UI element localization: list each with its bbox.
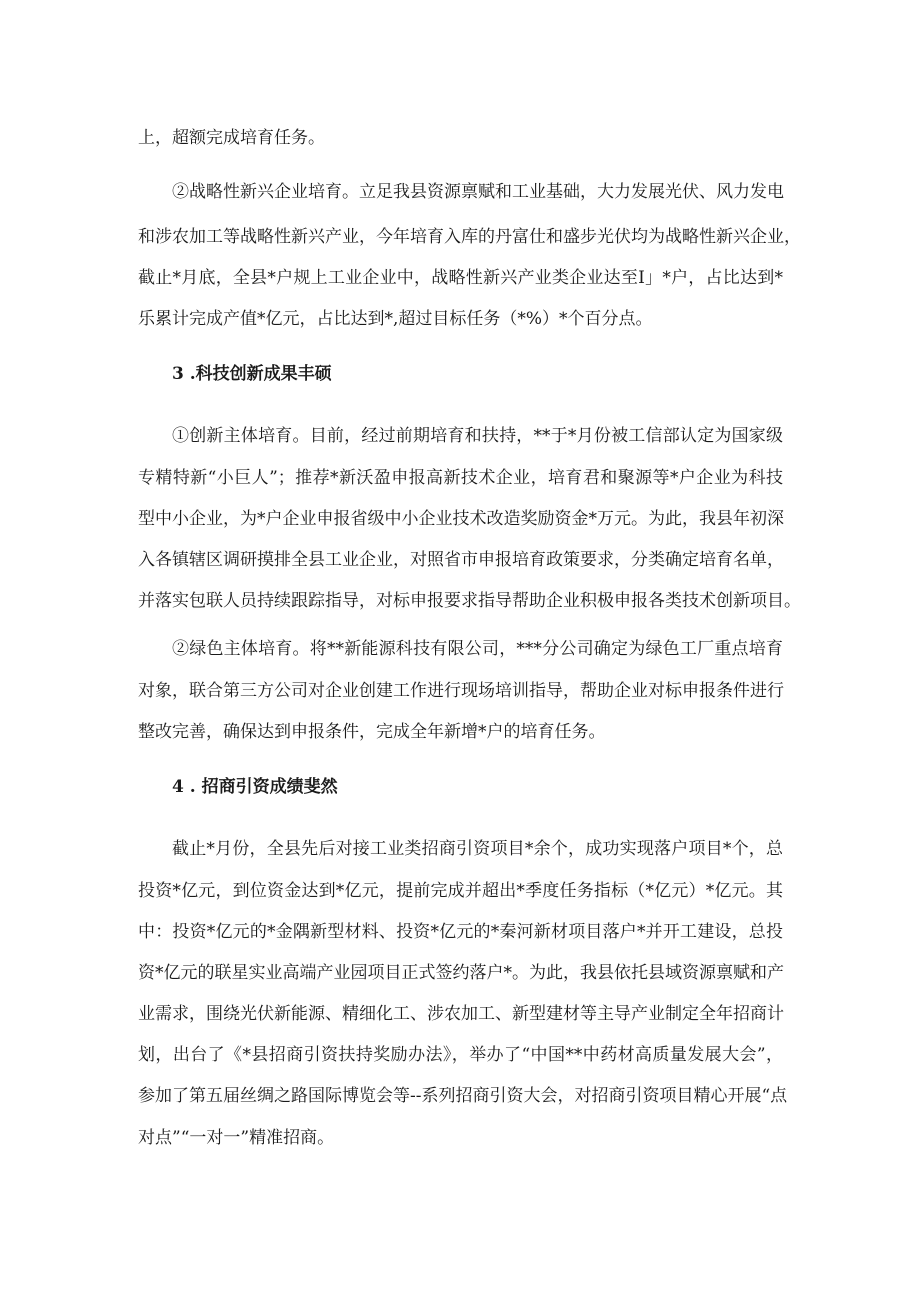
- text-line: 和涉农加工等战略性新兴产业，今年培育入库的丹富仕和盛步光伏均为战略性新兴企业，: [138, 227, 801, 247]
- text-line: 参加了第五届丝绸之路国际博览会等--系列招商引资大会，对招商引资项目精心开展“点: [138, 1086, 788, 1106]
- text-line: 并落实包联人员持续跟踪指导，对标申报要求指导帮助企业积极申报各类技术创新项目。: [138, 591, 801, 611]
- text-line: 资*亿元的联星实业高端产业园项目正式签约落户*。为此，我县依托县域资源禀赋和产: [138, 963, 784, 983]
- text-line: 入各镇辖区调研摸排全县工业企业，对照省市申报培育政策要求，分类确定培育名单，: [138, 550, 784, 570]
- text-line: 投资*亿元，到位资金达到*亿元，提前完成并超出*季度任务指标（*亿元）*亿元。其: [138, 881, 783, 901]
- text-line: 乐累计完成产值*亿元，占比达到*,超过目标任务（*%）*个百分点。: [138, 309, 653, 329]
- section-heading-3: 3 .科技创新成果丰硕: [172, 364, 332, 384]
- text-line: 上，超额完成培育任务。: [138, 128, 325, 148]
- text-line: 截止*月底，全县*户规上工业企业中，战略性新兴产业类企业达至I」*户，占比达到*: [138, 268, 783, 288]
- text-line: ②战略性新兴企业培育。立足我县资源禀赋和工业基础，大力发展光伏、风力发电: [172, 182, 784, 202]
- text-line: ①创新主体培育。目前，经过前期培育和扶持，**于*月份被工信部认定为国家级: [172, 426, 783, 446]
- text-line: 对点”“一对一”精准招商。: [138, 1128, 335, 1148]
- text-line: 中：投资*亿元的*金隅新型材料、投资*亿元的*秦河新材项目落户*并开工建设，总投: [138, 922, 783, 942]
- text-line: 业需求，围绕光伏新能源、精细化工、涉农加工、新型建材等主导产业制定全年招商计: [138, 1004, 784, 1024]
- section-heading-4: 4 . 招商引资成绩斐然: [172, 777, 338, 797]
- text-line: 专精特新“小巨人”；推荐*新沃盈申报高新技术企业，培育君和聚源等*户企业为科技: [138, 468, 783, 488]
- text-line: 对象，联合第三方公司对企业创建工作进行现场培训指导，帮助企业对标申报条件进行: [138, 681, 784, 701]
- text-line: ②绿色主体培育。将**新能源科技有限公司，***分公司确定为绿色工厂重点培育: [172, 639, 783, 659]
- text-line: 划，出台了《*县招商引资扶持奖励办法》，举办了“中国**中药材高质量发展大会”，: [138, 1045, 783, 1065]
- text-line: 整改完善，确保达到申报条件，完成全年新增*户的培育任务。: [138, 722, 606, 742]
- text-line: 型中小企业，为*户企业申报省级中小企业技术改造奖励资金*万元。为此，我县年初深: [138, 509, 784, 529]
- text-line: 截止*月份，全县先后对接工业类招商引资项目*余个，成功实现落户项目*个，总: [172, 839, 783, 859]
